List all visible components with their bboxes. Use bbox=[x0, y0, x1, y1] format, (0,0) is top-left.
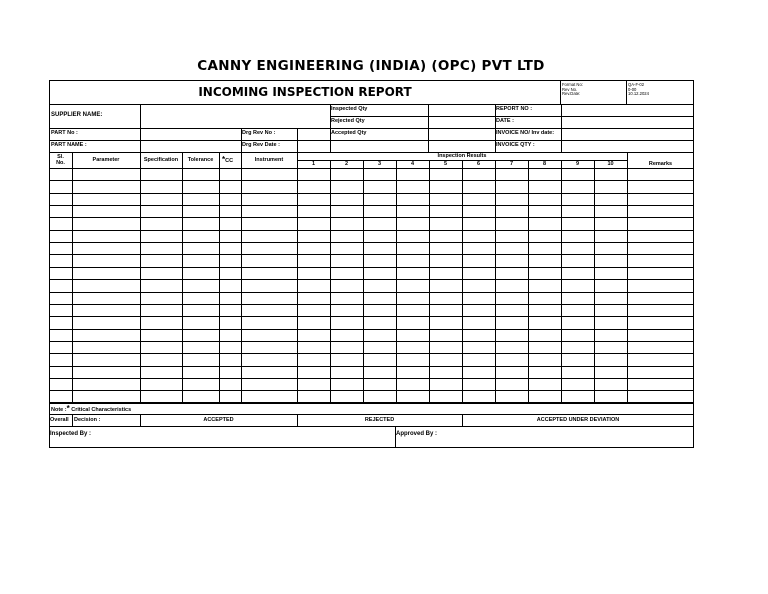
inspected-qty-label: Inspected Qty bbox=[331, 106, 368, 112]
part-name-label: PART NAME : bbox=[51, 142, 87, 148]
table-row-line bbox=[49, 341, 694, 342]
parameter-header: Parameter bbox=[92, 157, 120, 163]
table-row-line bbox=[49, 329, 694, 330]
result-column-header: 8 bbox=[542, 161, 547, 167]
result-column-header: 10 bbox=[607, 161, 614, 167]
sl-no-header: Sl. No. bbox=[56, 154, 65, 166]
specification-header: Specification bbox=[143, 157, 179, 163]
format-values: QA-F-02 0-00 10.12.2024 bbox=[628, 82, 649, 97]
deviation-option: ACCEPTED UNDER DEVIATION bbox=[536, 417, 620, 423]
table-row-line bbox=[49, 242, 694, 243]
invoice-qty-label: INVOICE QTY : bbox=[496, 142, 535, 148]
cc-header: *CC bbox=[222, 155, 234, 164]
report-no-label: REPORT NO : bbox=[496, 106, 533, 112]
rejected-option: REJECTED bbox=[364, 417, 395, 423]
table-row-line bbox=[49, 366, 694, 367]
result-column-header: 5 bbox=[443, 161, 448, 167]
date-label: DATE : bbox=[496, 118, 514, 124]
decision-label: Decision : bbox=[74, 417, 101, 423]
accepted-option: ACCEPTED bbox=[203, 417, 234, 423]
approved-by-label: Approved By : bbox=[396, 431, 438, 437]
part-no-label: PART No : bbox=[51, 130, 78, 136]
table-row-line bbox=[49, 230, 694, 231]
result-column-header: 6 bbox=[476, 161, 481, 167]
table-row-line bbox=[49, 254, 694, 255]
result-column-header: 2 bbox=[344, 161, 349, 167]
format-labels: Format No: Rev No. Rev.Date: bbox=[562, 82, 583, 97]
instrument-header: Instrument bbox=[254, 157, 284, 163]
result-column-header: 9 bbox=[575, 161, 580, 167]
overall-label: Overall bbox=[50, 417, 69, 423]
supplier-name-label: SUPPLIER NAME: bbox=[51, 112, 103, 118]
result-column-header: 1 bbox=[311, 161, 316, 167]
table-row-line bbox=[49, 217, 694, 218]
report-title: INCOMING INSPECTION REPORT bbox=[198, 85, 412, 99]
table-row-line bbox=[49, 205, 694, 206]
table-row-line bbox=[49, 378, 694, 379]
drg-rev-no-label: Drg Rev No : bbox=[242, 130, 276, 136]
table-row-line bbox=[49, 353, 694, 354]
table-row-line bbox=[49, 403, 694, 404]
company-name: CANNY ENGINEERING (INDIA) (OPC) PVT LTD bbox=[197, 58, 545, 74]
result-column-header: 3 bbox=[377, 161, 382, 167]
inspected-by-label: Inspected By : bbox=[50, 431, 92, 437]
inspection-results-header: Inspection Results bbox=[437, 153, 487, 159]
remarks-header: Remarks bbox=[648, 161, 673, 167]
result-column-header: 7 bbox=[509, 161, 514, 167]
table-row-line bbox=[49, 390, 694, 391]
table-row-line bbox=[49, 316, 694, 317]
invoice-no-label: INVOICE NO/ Inv date: bbox=[496, 130, 555, 136]
table-row-line bbox=[49, 180, 694, 181]
table-row-line bbox=[49, 279, 694, 280]
rejected-qty-label: Rejected Qty bbox=[331, 118, 365, 124]
note-label: Note :* Critical Characteristics bbox=[51, 404, 132, 413]
tolerance-header: Tolerance bbox=[187, 157, 214, 163]
table-row-line bbox=[49, 193, 694, 194]
drg-rev-date-label: Drg Rev Date : bbox=[242, 142, 280, 148]
form-border bbox=[49, 80, 694, 448]
inspection-report-form bbox=[49, 80, 694, 448]
table-row-line bbox=[49, 267, 694, 268]
table-row-line bbox=[49, 304, 694, 305]
accepted-qty-label: Accepted Qty bbox=[331, 130, 367, 136]
table-row-line bbox=[49, 292, 694, 293]
result-column-header: 4 bbox=[410, 161, 415, 167]
